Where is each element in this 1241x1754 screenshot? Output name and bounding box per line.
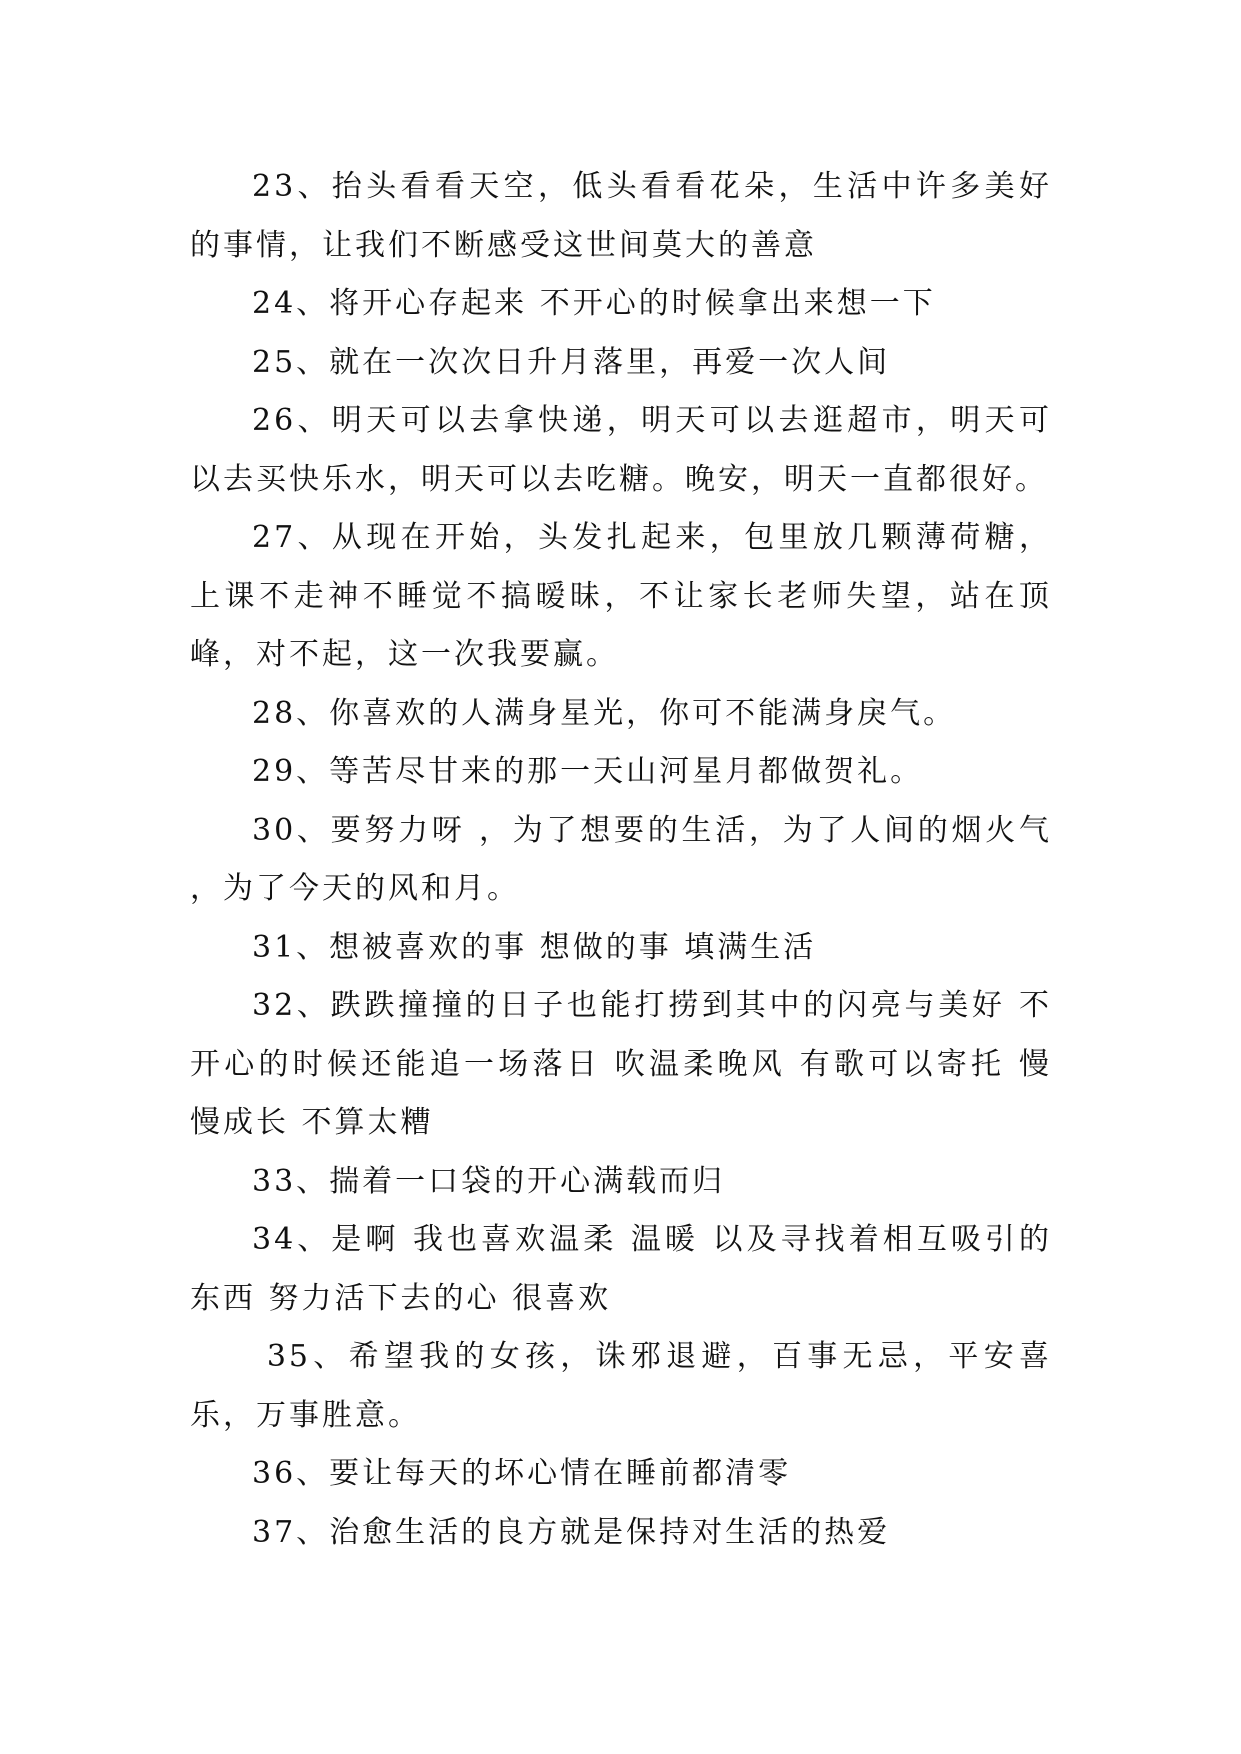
paragraph-31: 31、想被喜欢的事 想做的事 填满生活 — [252, 929, 817, 965]
paragraph-30: 30、要努力呀 ，为了想要的生活，为了人间的烟火气 ，为了今天的风和月。 — [190, 812, 1052, 906]
paragraph-25: 25、就在一次次日升月落里，再爱一次人间 — [252, 344, 891, 380]
paragraph-28: 28、你喜欢的人满身星光，你可不能满身戾气。 — [252, 695, 957, 731]
paragraph-33: 33、揣着一口袋的开心满载而归 — [252, 1163, 726, 1199]
paragraph-23: 23、抬头看看天空，低头看看花朵，生活中许多美好的事情，让我们不断感受这世间莫大的善意 — [190, 169, 1052, 263]
paragraph-26: 26、明天可以去拿快递，明天可以去逛超市，明天可以去买快乐水，明天可以去吃糖。晚安，明天一直都很好。 — [190, 403, 1052, 497]
paragraph-37: 37、治愈生活的良方就是保持对生活的热爱 — [252, 1514, 891, 1550]
paragraph-36: 36、要让每天的坏心情在睡前都清零 — [252, 1456, 792, 1491]
paragraph-24: 24、将开心存起来 不开心的时候拿出来想一下 — [252, 286, 936, 321]
paragraph-32: 32、跌跌撞撞的日子也能打捞到其中的闪亮与美好 不开心的时候还能追一场落日 吹温柔晚风 有歌可以寄托 慢慢成长 不算太糟 — [190, 988, 1052, 1140]
paragraph-35: 35、希望我的女孩，诛邪退避，百事无忌，平安喜乐，万事胜意。 — [190, 1339, 1052, 1433]
paragraph-34: 34、是啊 我也喜欢温柔 温暖 以及寻找着相互吸引的东西 努力活下去的心 很喜欢 — [190, 1222, 1052, 1316]
paragraph-27: 27、从现在开始，头发扎起来，包里放几颗薄荷糖，上课不走神不睡觉不搞暧昧，不让家长老师失望，站在顶峰，对不起，这一次我要赢。 — [190, 520, 1052, 672]
document-body — [190, 158, 1052, 1562]
paragraph-29: 29、等苦尽甘来的那一天山河星月都做贺礼。 — [252, 754, 924, 789]
